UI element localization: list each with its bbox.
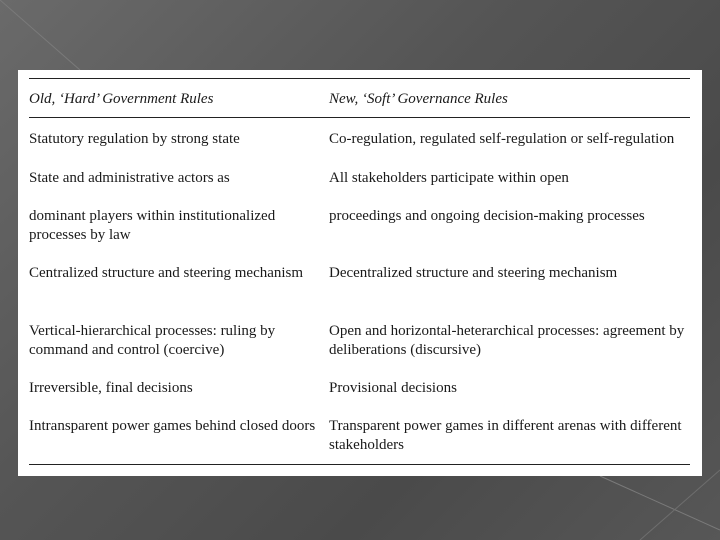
table-cell-old: Centralized structure and steering mechanism [29, 265, 304, 281]
table-cell-new: Decentralized structure and steering mechanism [329, 265, 618, 281]
table-cell-old: Intransparent power games behind closed doors [29, 418, 316, 434]
table-top-rule [29, 78, 690, 79]
table-cell-new: Co-regulation, regulated self-regulation or self-regulation [329, 131, 675, 147]
header-new-rules: New, ‘Soft’ Governance Rules [329, 91, 508, 107]
table-cell-old: Vertical-hierarchical processes: ruling by command and control (coercive) [29, 323, 276, 358]
table-cell-old: Irreversible, final decisions [29, 380, 193, 396]
header-old-rules: Old, ‘Hard’ Government Rules [29, 91, 214, 107]
governance-table [18, 70, 702, 476]
table-cell-new: proceedings and ongoing decision-making processes [329, 208, 645, 224]
table-cell-new: All stakeholders participate within open [329, 170, 569, 186]
table-cell-old: dominant players within institutionalized processes by law [29, 208, 276, 243]
table-cell-old: Statutory regulation by strong state [29, 131, 240, 147]
table-cell-new: Open and horizontal-heterarchical processes: agreement by deliberations (discursive) [329, 323, 685, 358]
table-cell-new: Provisional decisions [329, 380, 457, 396]
table-cell-old: State and administrative actors as [29, 170, 230, 186]
table-bottom-rule [29, 464, 690, 465]
table-header-rule [29, 117, 690, 118]
table-cell-new: Transparent power games in different arenas with different stakeholders [329, 418, 682, 453]
